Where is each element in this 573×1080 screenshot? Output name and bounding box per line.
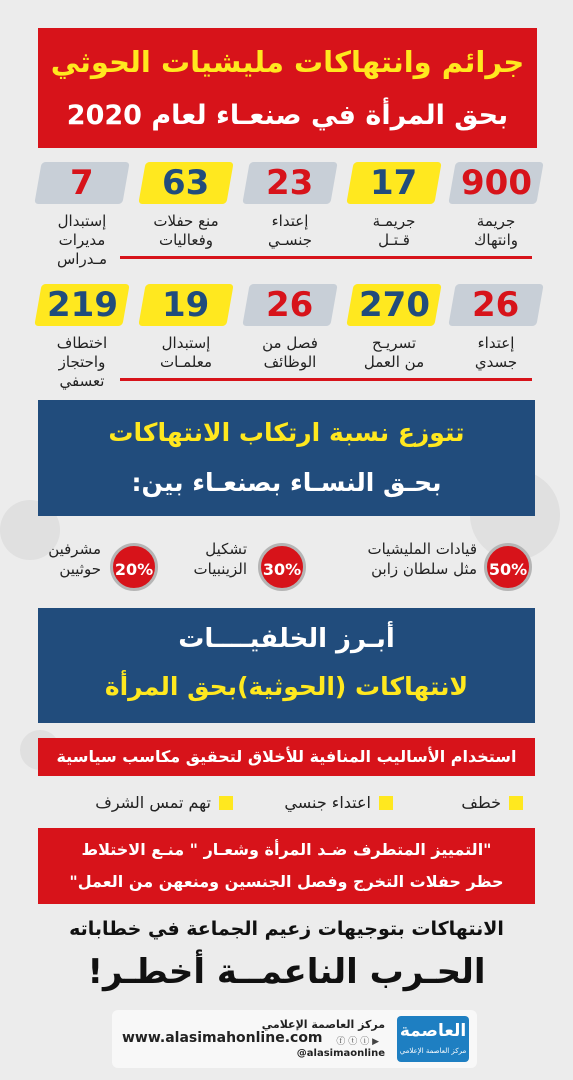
stat-item <box>32 284 132 390</box>
stat-item <box>136 162 236 250</box>
quote-banner <box>38 828 535 904</box>
stat-item <box>344 162 444 250</box>
stat-item <box>240 284 340 372</box>
stat-badge: 270 <box>346 284 441 326</box>
center-name: مركز العاصمة الإعلامي <box>261 1018 385 1031</box>
percent-badge: 30% <box>258 543 306 591</box>
stat-item <box>32 162 132 268</box>
alasimah-logo <box>397 1016 469 1062</box>
bullet-text: خطف <box>461 793 501 812</box>
social-icons <box>336 1034 379 1047</box>
stat-badge: 7 <box>34 162 129 204</box>
stat-label: جريمـة قـتـل <box>372 212 416 249</box>
stat-badge: 219 <box>34 284 129 326</box>
youtube-icon[interactable]: ▶ <box>372 1037 379 1047</box>
stat-label: إعتداء جنسـي <box>267 212 313 249</box>
percent-badge: 20% <box>110 543 158 591</box>
stat-label: منع حفلات وفعاليات <box>153 212 219 249</box>
directive-text: الانتهاكات بتوجيهات زعيم الجماعة في خطاباته <box>69 918 504 940</box>
bullet-item <box>95 793 233 812</box>
backgrounds-line-1: أبـرز الخلفيــــات <box>178 624 395 654</box>
percent-badge: 50% <box>484 543 532 591</box>
stat-label: جريمة وانتهاك <box>474 212 518 249</box>
soft-war-headline: الحـرب الناعمــة أخطـر! <box>87 952 486 992</box>
distribution-banner <box>38 400 535 516</box>
methods-banner: استخدام الأساليب المنافية للأخلاق لتحقيق مكاسب سياسية <box>38 738 535 776</box>
instagram-icon[interactable]: ⓘ <box>360 1037 370 1047</box>
percent-label: قيادات المليشيات مثل سلطان زابن <box>367 540 477 578</box>
divider-line <box>120 256 532 259</box>
percent-label: مشرفين حوثيين <box>48 540 101 578</box>
bullet-item <box>461 793 523 812</box>
title-line-1: جرائم وانتهاكات مليشيات الحوثي <box>50 45 525 79</box>
stat-badge: 23 <box>242 162 337 204</box>
stat-item <box>240 162 340 250</box>
stat-badge: 26 <box>448 284 543 326</box>
stat-badge: 19 <box>138 284 233 326</box>
percent-label: تشكيل الزينبيات <box>193 540 247 578</box>
quote-line-2: حظر حفلات التخرج وفصل الجنسين ومنعهن من العمل" <box>69 872 504 891</box>
title-banner <box>38 28 537 148</box>
distribution-line-2: بحـق النسـاء بصنعـاء بين: <box>131 468 442 497</box>
title-line-2: بحق المرأة في صنعـاء لعام 2020 <box>66 100 509 131</box>
bullet-item <box>284 793 393 812</box>
stat-label: إستبدال معلمـات <box>160 334 212 371</box>
bullet-text: تهم تمس الشرف <box>95 793 211 812</box>
stat-item <box>344 284 444 372</box>
quote-line-1: "التمييز المتطرف ضـد المرأة وشعـار " منـع الاختلاط <box>81 840 492 859</box>
stat-label: تسريـح من العمل <box>363 334 425 371</box>
divider-line <box>120 378 532 381</box>
stat-item <box>136 284 236 372</box>
bullet-text: اعتداء جنسي <box>284 793 371 812</box>
stat-badge: 900 <box>448 162 543 204</box>
backgrounds-banner <box>38 608 535 723</box>
bullet-square <box>219 796 233 810</box>
stat-item <box>446 284 546 372</box>
stat-badge: 26 <box>242 284 337 326</box>
facebook-icon[interactable]: ⓕ <box>336 1037 346 1047</box>
footer <box>112 1010 477 1068</box>
social-handle: @alasimaonline <box>296 1048 385 1059</box>
website-link[interactable]: www.alasimahonline.com <box>122 1030 323 1046</box>
bullet-square <box>509 796 523 810</box>
distribution-line-1: تتوزع نسبة ارتكاب الانتهاكات <box>108 418 465 447</box>
bullet-square <box>379 796 393 810</box>
backgrounds-line-2: لانتهاكات (الحوثية)بحق المرأة <box>104 672 469 701</box>
stat-label: إستبدال مديرات مـدراس <box>56 212 108 268</box>
stat-badge: 17 <box>346 162 441 204</box>
twitter-icon[interactable]: ⓣ <box>348 1037 358 1047</box>
stat-label: اختطاف واحتجاز تعسفي <box>56 334 108 390</box>
stat-badge: 63 <box>138 162 233 204</box>
stat-item <box>446 162 546 250</box>
logo-text: العاصمة <box>399 1021 467 1041</box>
logo-subtitle: مركز العاصمة الإعلامي <box>399 1047 467 1055</box>
stat-label: إعتداء جسدي <box>474 334 518 371</box>
stat-label: فصل من الوظائف <box>262 334 318 371</box>
